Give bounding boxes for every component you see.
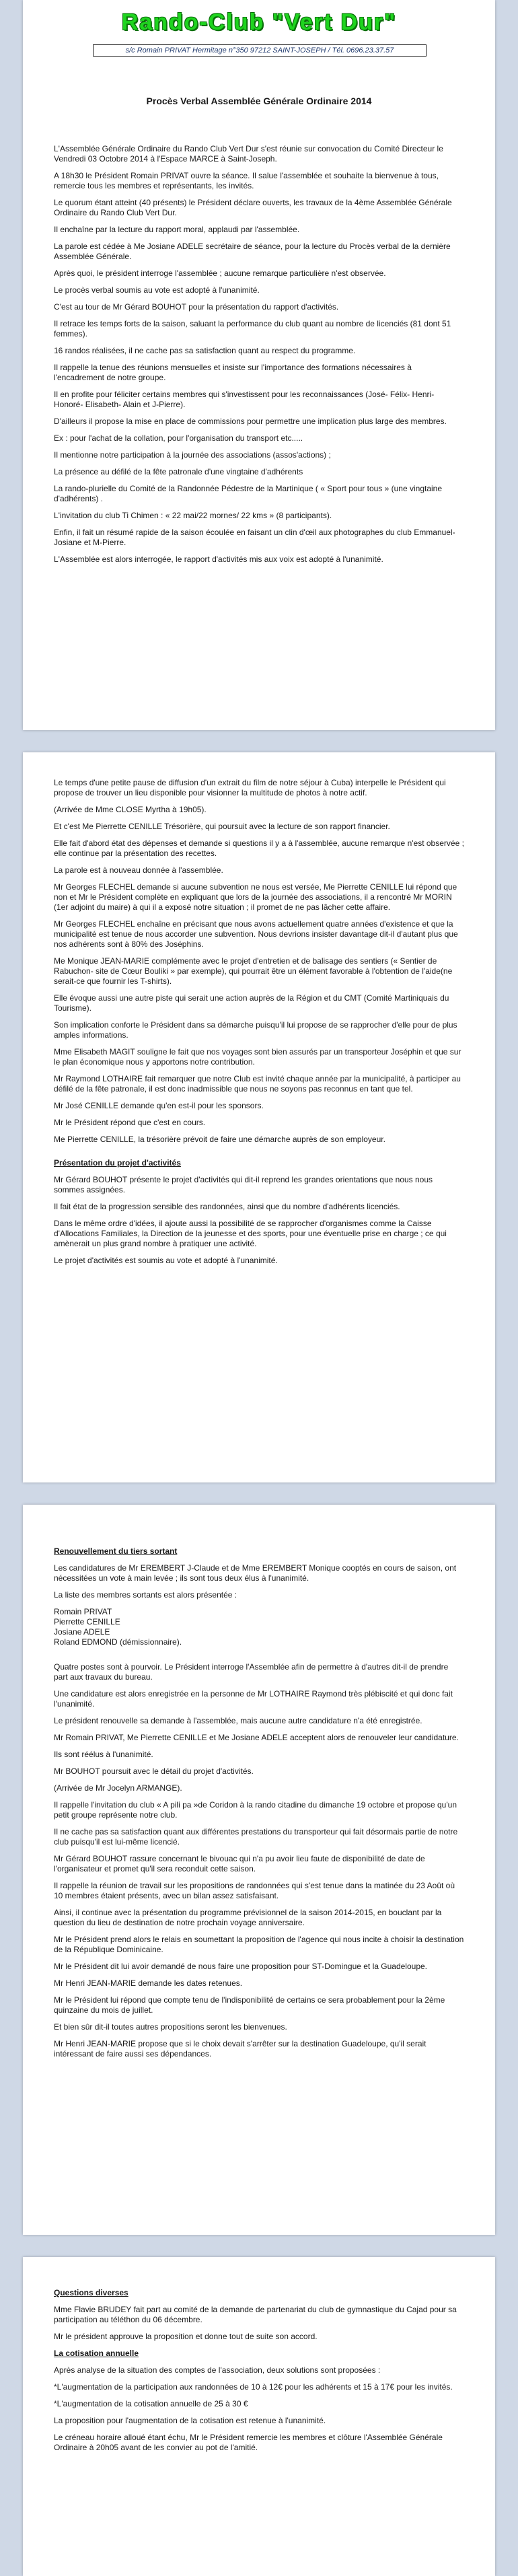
- paragraph: Dans le même ordre d'idées, il ajoute aussi la possibilité de se rapprocher d'organismes comme la Caisse d'Allocations Familiales, la Direction de la jeunesse et des sports, pour une éventuelle prise en charge ; ce qui amènerait un plus grand nombre à pratiquer une activité.: [54, 1219, 447, 1248]
- board-renewal-intro: [54, 1563, 464, 1600]
- annual-fee-section: [54, 2365, 464, 2453]
- paragraph: Ainsi, il continue avec la présentation du programme prévisionnel de la saison 2014-2015, en bouclant par la question du lieu de destination de notre prochain voyage anniversaire.: [54, 1908, 442, 1927]
- annual-fee-heading: La cotisation annuelle: [54, 2349, 139, 2358]
- paragraph: La proposition pour l'augmentation de la cotisation est retenue à l'unanimité.: [54, 2416, 326, 2425]
- paragraph: Une candidature est alors enregistrée en la personne de Mr LOTHAIRE Raymond très plébiscité et qui donc fait l'unanimité.: [54, 1689, 453, 1709]
- paragraph: Mr BOUHOT poursuit avec le détail du projet d'activités.: [54, 1766, 254, 1776]
- paragraph: La liste des membres sortants est alors présentée :: [54, 1590, 237, 1600]
- page3-body: [54, 1546, 464, 2066]
- paragraph: A 18h30 le Président Romain PRIVAT ouvre la séance. Il salue l'assemblée et souhaite la bienvenue à tous, remercie tous les membres et représentants, les invités.: [54, 171, 439, 190]
- misc-questions-heading: Questions diverses: [54, 2288, 128, 2297]
- paragraph: Mr Raymond LOTHAIRE fait remarquer que notre Club est invité chaque année par la municipalité, à participer au défilé de la fête patronale, il est donc inadmissible que nous ne soyons pas reconnus en tant que tel.: [54, 1074, 461, 1094]
- page-4: [23, 2257, 495, 2576]
- paragraph: Mr Henri JEAN-MARIE demande les dates retenues.: [54, 1978, 243, 1988]
- paragraph: Enfin, il fait un résumé rapide de la saison écoulée en faisant un clin d'œil aux photographes du club Emmanuel- Josiane et M-Pierre.: [54, 528, 455, 547]
- outgoing-members-list: [54, 1607, 464, 1647]
- paragraph: La rando-plurielle du Comité de la Randonnée Pédestre de la Martinique ( « Sport pour tous » (une vingtaine d'adhérents) .: [54, 484, 443, 503]
- paragraph: C'est au tour de Mr Gérard BOUHOT pour la présentation du rapport d'activités.: [54, 302, 339, 312]
- paragraph: Les candidatures de Mr EREMBERT J-Claude et de Mme EREMBERT Monique cooptés en cours de saison, ont nécessitées un vote à main levée ; ils sont tous deux élus à l'unanimité.: [54, 1563, 457, 1583]
- paragraph: Le quorum étant atteint (40 présents) le Président déclare ouverts, les travaux de la 4ème Assemblée Générale Ordinaire du Rando Club Vert Dur.: [54, 198, 452, 217]
- paragraph: Mr José CENILLE demande qu'en est-il pour les sponsors.: [54, 1101, 264, 1110]
- paragraph: Ils sont réélus à l'unanimité.: [54, 1750, 153, 1759]
- paragraph: Après analyse de la situation des comptes de l'association, deux solutions sont proposées :: [54, 2365, 381, 2375]
- paragraph: Mr le Président prend alors le relais en soumettant la proposition de l'agence qui nous incite à choisir la destination de la République Dominicaine.: [54, 1935, 464, 1954]
- activity-project-heading: Présentation du projet d'activités: [54, 1158, 181, 1168]
- document-title: Procès Verbal Assemblée Générale Ordinaire 2014: [146, 96, 372, 106]
- paragraph: Son implication conforte le Président dans sa démarche puisqu'il lui propose de se rapprocher d'elle pour de plus amples informations.: [54, 1020, 457, 1040]
- club-name-banner: Rando-Club "Vert Dur": [121, 9, 397, 35]
- paragraph: Et bien sûr dit-il toutes autres propositions seront les bienvenues.: [54, 2022, 287, 2032]
- paragraph: Mr le président approuve la proposition et donne tout de suite son accord.: [54, 2332, 318, 2341]
- paragraph: La parole est à nouveau donnée à l'assemblée.: [54, 865, 223, 875]
- paragraph: *L'augmentation de la cotisation annuelle de 25 à 30 €: [54, 2399, 248, 2408]
- member-name: Roland EDMOND (démissionnaire).: [54, 1637, 182, 1647]
- paragraph: La présence au défilé de la fête patronale d'une vingtaine d'adhérents: [54, 467, 303, 476]
- paragraph: Elle fait d'abord état des dépenses et demande si questions il y a à l'assemblée, aucune remarque n'est observée ; elle continue par la présentation des recettes.: [54, 838, 464, 858]
- page-1: [23, 0, 495, 730]
- page-3: [23, 1505, 495, 2235]
- paragraph: *L'augmentation de la participation aux randonnées de 10 à 12€ pour les adhérents et 15 à 17€ pour les invités.: [54, 2382, 453, 2392]
- paragraph: Il mentionne notre participation à la journée des associations (assos'actions) ;: [54, 450, 331, 460]
- paragraph: Mme Elisabeth MAGIT souligne le fait que nos voyages sont bien assurés par un transporteur Joséphin et que sur le plan économique nous y apportons notre contribution.: [54, 1047, 461, 1067]
- paragraph: Mr Gérard BOUHOT présente le projet d'activités qui dit-il reprend les grandes orientations que nous nous sommes assignées.: [54, 1175, 433, 1194]
- board-renewal-section: [54, 1662, 464, 2059]
- paragraph: L'Assemblée Générale Ordinaire du Rando Club Vert Dur s'est réunie sur convocation du Comité Directeur le Vendredi 03 Octobre 2014 à l'Espace MARCE à Saint-Joseph.: [54, 144, 443, 164]
- paragraph: Ex : pour l'achat de la collation, pour l'organisation du transport etc.....: [54, 433, 303, 443]
- paragraph: Il rappelle l'invitation du club « A pili pa »de Coridon à la rando citadine du dimanche 19 octobre et propose qu'un petit groupe représente notre club.: [54, 1800, 457, 1820]
- paragraph: Mr Henri JEAN-MARIE propose que si le choix devait s'arrêter sur la destination Guadeloupe, qu'il serait intéressant de faire aussi ses dépendances.: [54, 2039, 427, 2059]
- misc-questions-section: [54, 2305, 464, 2342]
- paragraph: Elle évoque aussi une autre piste qui serait une action auprès de la Région et du CMT (Comité Martiniquais du Tourisme).: [54, 993, 449, 1013]
- paragraph: Le président renouvelle sa demande à l'assemblée, mais aucune autre candidature n'a été enregistrée.: [54, 1716, 422, 1725]
- paragraph: Mr Georges FLECHEL demande si aucune subvention ne nous est versée, Me Pierrette CENILLE lui répond que non et Mr le Président complète en expliquant que lors de la journée des associations, il a rencontré Mr MORIN (1er adjoint du maire) à qui il a exposé notre situation ; il promet de ne pas lâcher cette affaire.: [54, 882, 457, 912]
- paragraph: Il enchaîne par la lecture du rapport moral, applaudi par l'assemblée.: [54, 225, 300, 234]
- paragraph: Après quoi, le président interroge l'assemblée ; aucune remarque particulière n'est observée.: [54, 269, 386, 278]
- page2-body: [54, 778, 464, 1273]
- paragraph: Il fait état de la progression sensible des randonnées, ainsi que du nombre d'adhérents licenciés.: [54, 1202, 400, 1211]
- paragraph: Il en profite pour féliciter certains membres qui s'investissent pour les reconnaissances (José- Félix- Henri- Honoré- Elisabeth- Alain et J-Pierre).: [54, 390, 435, 409]
- paragraph: Il ne cache pas sa satisfaction quant aux différentes prestations du transporteur qui fait désormais partie de notre club puisqu'il est lui-même licencié.: [54, 1827, 458, 1847]
- paragraph: Mr le Président dit lui avoir demandé de nous faire une proposition pour ST-Domingue et la Guadeloupe.: [54, 1962, 427, 1971]
- paragraph: Le créneau horaire alloué étant échu, Mr le Président remercie les membres et clôture l'Assemblée Générale Ordinaire à 20h05 avant de les convier au pot de l'amitié.: [54, 2433, 443, 2452]
- paragraph: Me Monique JEAN-MARIE complémente avec le projet d'entretien et de balisage des sentiers (« Sentier de Rabuchon- site de Cœur Bouliki » par exemple), qui pourrait être un élément favorable à l'obtention de l'aide(ne serait-ce que fournir les T-shirts).: [54, 956, 453, 986]
- paragraph: 16 randos réalisées, il ne cache pas sa satisfaction quant au respect du programme.: [54, 346, 356, 355]
- paragraph: La parole est cédée à Me Josiane ADELE secrétaire de séance, pour la lecture du Procès verbal de la dernière Assemblée Générale.: [54, 242, 451, 261]
- paragraph: L'invitation du club Ti Chimen : « 22 mai/22 mornes/ 22 kms » (8 participants).: [54, 511, 332, 520]
- paragraph: Mr le Président lui répond que compte tenu de l'indisponibilité de certains ce sera probablement pour la 2ème quinzaine du mois de juillet.: [54, 1995, 445, 2015]
- paragraph: Il retrace les temps forts de la saison, saluant la performance du club quant au nombre de licenciés (81 dont 51 femmes).: [54, 319, 451, 338]
- activity-project-section: [54, 1175, 464, 1266]
- club-address: s/c Romain PRIVAT Hermitage n°350 97212 SAINT-JOSEPH / Tél. 0696.23.37.57: [93, 44, 427, 57]
- paragraph: Mr le Président répond que c'est en cours.: [54, 1118, 206, 1127]
- paragraph: Il rappelle la réunion de travail sur les propositions de randonnées qui s'est tenue dans la matinée du 23 Août où 10 membres étaient présents, avec un bilan assez satisfaisant.: [54, 1881, 455, 1900]
- member-name: Josiane ADELE: [54, 1627, 110, 1637]
- paragraph: Quatre postes sont à pourvoir. Le Président interroge l'Assemblée afin de permettre à d'autres dit-il de prendre part aux travaux du bureau.: [54, 1662, 449, 1682]
- member-name: Pierrette CENILLE: [54, 1617, 120, 1626]
- paragraph: D'ailleurs il propose la mise en place de commissions pour permettre une implication plus large des membres.: [54, 417, 447, 426]
- paragraph: Le temps d'une petite pause de diffusion d'un extrait du film de notre séjour à Cuba) interpelle le Président qui propose de trouver un lieu disponible pour visionner la multitude de photos à notre actif.: [54, 778, 446, 797]
- paragraph: Et c'est Me Pierrette CENILLE Trésorière, qui poursuit avec la lecture de son rapport financier.: [54, 822, 390, 831]
- paragraph: Mr Georges FLECHEL enchaîne en précisant que nous avons actuellement quatre années d'existence et que la municipalité est tenue de nous accorder une subvention. Nous devrions insister davantage dit-il d'autant plus que nos adhérents sont à 80% des Joséphins.: [54, 919, 458, 949]
- paragraph: Le projet d'activités est soumis au vote et adopté à l'unanimité.: [54, 1256, 278, 1265]
- member-name: Romain PRIVAT: [54, 1607, 112, 1616]
- paragraph: Le procès verbal soumis au vote est adopté à l'unanimité.: [54, 285, 260, 295]
- page-2: [23, 752, 495, 1482]
- paragraph: Mr Gérard BOUHOT rassure concernant le bivouac qui n'a pu avoir lieu faute de disponibilité de date de l'organisateur et promet qu'il sera reconduit cette saison.: [54, 1854, 425, 1873]
- board-renewal-heading: Renouvellement du tiers sortant: [54, 1546, 178, 1556]
- paragraph: (Arrivée de Mme CLOSE Myrtha à 19h05).: [54, 805, 207, 814]
- paragraph: (Arrivée de Mr Jocelyn ARMANGE).: [54, 1783, 182, 1793]
- paragraph: Il rappelle la tenue des réunions mensuelles et insiste sur l'importance des formations nécessaires à l'encadrement de notre groupe.: [54, 363, 412, 382]
- financial-report-section: [54, 778, 464, 1145]
- page4-body: [54, 2288, 464, 2460]
- paragraph: Me Pierrette CENILLE, la trésorière prévoit de faire une démarche auprès de son employeur.: [54, 1135, 385, 1144]
- page1-body: [54, 144, 464, 571]
- paragraph: Mr Romain PRIVAT, Me Pierrette CENILLE et Me Josiane ADELE acceptent alors de renouveler leur candidature.: [54, 1733, 459, 1742]
- paragraph: Mme Flavie BRUDEY fait part au comité de la demande de partenariat du club de gymnastique du Cajad pour sa participation au téléthon du 06 décembre.: [54, 2305, 457, 2324]
- paragraph: L'Assemblée est alors interrogée, le rapport d'activités mis aux voix est adopté à l'unanimité.: [54, 554, 383, 564]
